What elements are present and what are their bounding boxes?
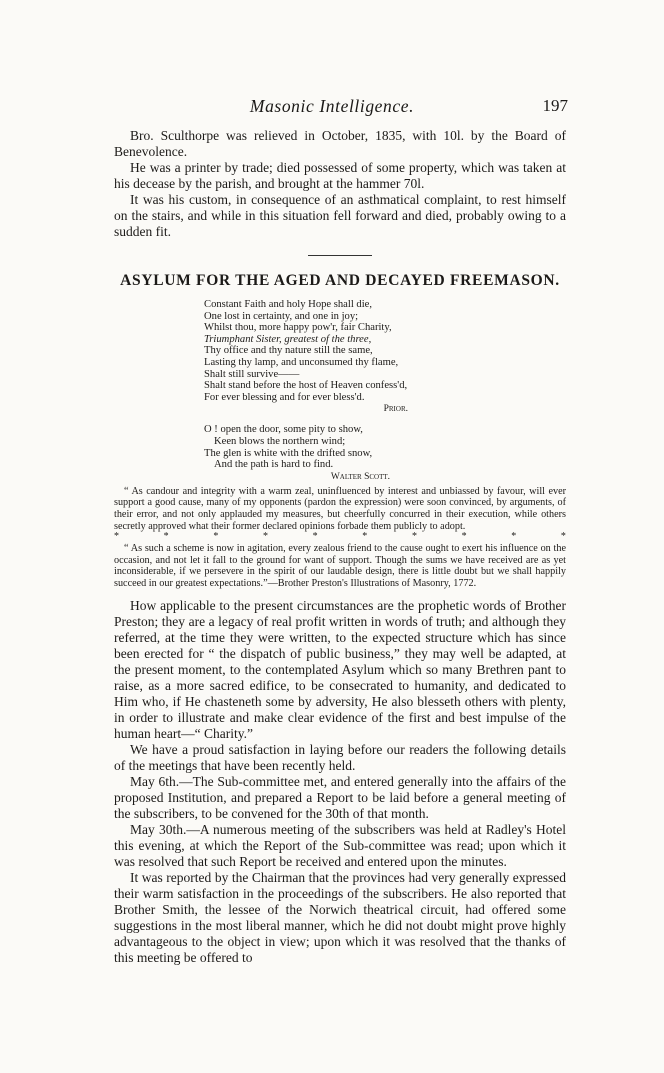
star-mark: * xyxy=(461,531,467,543)
epigraph-prior xyxy=(204,299,566,403)
epigraph-line: Shalt still survive—— xyxy=(204,368,300,380)
quotation-paragraph: “ As candour and integrity with a warm zeal, uninfluenced by interest and unbiassed by favour, will ever support a good cause, many of my opponents (pardon the expression) were soon convinced, by arguments, of their error, and not only applauded my measures, but cheerfully concurred in their execution, while others secretly approved what their former declared opinions forbade them publicly to adopt. xyxy=(114,485,566,532)
running-title: Masonic Intelligence. xyxy=(249,96,415,116)
star-mark: * xyxy=(213,531,219,543)
ellipsis-stars xyxy=(114,532,566,542)
star-mark: * xyxy=(163,531,169,543)
quotation-paragraph: “ As such a scheme is now in agitation, every zealous friend to the cause ought to exert his influence on the occasion, and not let it fall to the ground for want of support. Though the sums we have received are as yet inconsiderable, if we persevere in the spirit of our laudable design, there is little doubt but we shall happily succeed in our greatest expectations.”—Brother Preston's Illustrations of Masonry, 1772. xyxy=(114,543,566,589)
epigraph-scott xyxy=(204,424,566,470)
opening-paragraph: It was his custom, in consequence of an asthmatical complaint, to rest himself on the stairs, and while in this situation fell forward and died, probably owing to a sudden fit. xyxy=(114,192,566,239)
star-mark: * xyxy=(312,531,318,543)
epigraph-line: Keen blows the northern wind; xyxy=(214,435,346,447)
star-mark: * xyxy=(511,531,517,543)
epigraph-line: The glen is white with the drifted snow, xyxy=(204,447,373,459)
epigraph-line: One lost in certainty, and one in joy; xyxy=(204,310,359,322)
star-mark: * xyxy=(560,531,566,543)
body-paragraph: May 6th.—The Sub-committee met, and entered generally into the affairs of the proposed Institution, and prepared a Report to be laid before a general meeting of the subscribers, to be convened for the 30th of that month. xyxy=(114,774,566,822)
opening-paragraph: Bro. Sculthorpe was relieved in October, 1835, with 10l. by the Board of Benevolence. xyxy=(114,128,566,159)
body-paragraph: We have a proud satisfaction in laying before our readers the following details of the meetings that have been recently held. xyxy=(114,742,566,774)
body-paragraph: It was reported by the Chairman that the provinces had very generally expressed their warm satisfaction in the proceedings of the subscribers. He also reported that Brother Smith, the lessee of the Norwich theatrical circuit, had offered some suggestions in the most liberal manner, which he did not doubt might prove highly advantageous to the object in view; upon which it was resolved that the thanks of this meeting be offered to xyxy=(114,870,566,966)
epigraph-line: Constant Faith and holy Hope shall die, xyxy=(204,299,373,310)
epigraph-line: Lasting thy lamp, and unconsumed thy flame, xyxy=(204,356,399,368)
star-mark: * xyxy=(362,531,368,543)
epigraph-attribution-scott: Walter Scott. xyxy=(330,471,390,482)
epigraph-line: And the path is hard to find. xyxy=(214,459,334,471)
page-header xyxy=(0,96,664,120)
epigraph-line: O ! open the door, some pity to show, xyxy=(204,424,363,436)
epigraph-attribution-prior: Prior. xyxy=(383,404,408,415)
epigraph-line: Triumphant Sister, greatest of the three, xyxy=(204,333,372,345)
opening-paragraph: He was a printer by trade; died possessed of some property, which was taken at his decease by the parish, and brought at the hammer 70l. xyxy=(114,160,566,191)
star-mark: * xyxy=(411,531,417,543)
section-divider xyxy=(308,255,372,256)
page-number: 197 xyxy=(542,96,568,115)
body-paragraph: May 30th.—A numerous meeting of the subscribers was held at Radley's Hotel this evening, at which the Report of the Sub-committee was read; upon which it was resolved that such Report be received and entered upon the minutes. xyxy=(114,822,566,870)
epigraph-line: For ever blessing and for ever bless'd. xyxy=(204,391,365,403)
epigraph-line: Whilst thou, more happy pow'r, fair Charity, xyxy=(204,322,392,334)
section-title: ASYLUM FOR THE AGED AND DECAYED FREEMASON. xyxy=(120,272,560,289)
page-content xyxy=(114,128,566,966)
epigraph-line: Thy office and thy nature still the same, xyxy=(204,345,373,357)
star-mark: * xyxy=(262,531,268,543)
epigraph-line: Shalt stand before the host of Heaven confess'd, xyxy=(204,380,408,392)
body-paragraph: How applicable to the present circumstances are the prophetic words of Brother Preston; they are a legacy of real profit written in words of truth; and although they referred, at the time they were written, to the expected structure which has since been erected for “ the dispatch of public business,” they may well be adapted, at the present moment, to the contemplated Asylum which so many Brethren pant to raise, as a more sacred edifice, to be consecrated to humanity, and dedicated to Him who, if He chasteneth some by adversity, He also blesseth others with plenty, in order to illustrate and make clear evidence of the first and best impulse of the human heart—“ Charity.” xyxy=(114,598,566,742)
star-mark: * xyxy=(114,531,119,543)
